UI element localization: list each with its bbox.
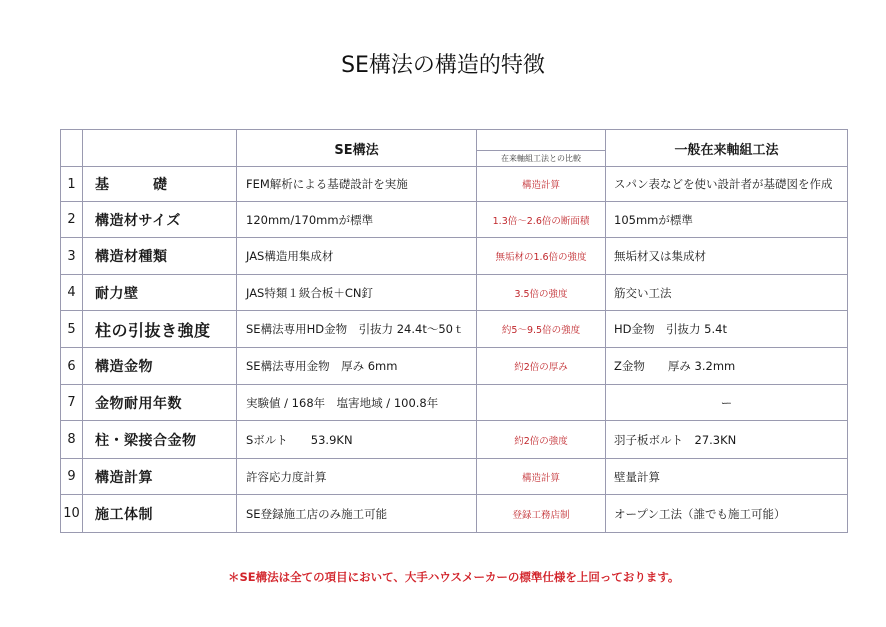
- row-number: 2: [61, 202, 83, 238]
- row-general-value: 壁量計算: [606, 459, 848, 495]
- row-general-value: 筋交い工法: [606, 275, 848, 311]
- table-row: [61, 421, 848, 459]
- page-title: SE構法の構造的特徴: [341, 53, 545, 78]
- row-compare-value: 約2倍の厚み: [477, 348, 606, 385]
- row-number: 9: [61, 459, 83, 495]
- row-se-value: SE構法専用HD金物 引抜力 24.4t〜50ｔ: [237, 311, 477, 348]
- table-row: [61, 238, 848, 275]
- row-number: 1: [61, 167, 83, 202]
- row-se-value: SE構法専用金物 厚み 6mm: [237, 348, 477, 385]
- row-number: 5: [61, 311, 83, 348]
- table-row: [61, 202, 848, 238]
- row-se-value: 許容応力度計算: [237, 459, 477, 495]
- row-number: 7: [61, 385, 83, 421]
- header-item-cell: [83, 130, 237, 167]
- row-item: 耐力壁: [83, 275, 237, 311]
- table-row: [61, 495, 848, 533]
- row-item: 構造計算: [83, 459, 237, 495]
- row-number: 4: [61, 275, 83, 311]
- row-se-value: JAS構造用集成材: [237, 238, 477, 275]
- header-general-label: 一般在来軸組工法: [606, 130, 848, 167]
- table-row: [61, 275, 848, 311]
- row-general-value: ー: [606, 385, 848, 421]
- header-compare-cell: [477, 130, 606, 167]
- row-item: 金物耐用年数: [83, 385, 237, 421]
- row-number: 6: [61, 348, 83, 385]
- row-general-value: HD金物 引抜力 5.4t: [606, 311, 848, 348]
- row-compare-value: 無垢材の1.6倍の強度: [477, 238, 606, 275]
- row-item: 基 礎: [83, 167, 237, 202]
- row-compare-value: 約5〜9.5倍の強度: [477, 311, 606, 348]
- row-number: 8: [61, 421, 83, 459]
- row-item: 施工体制: [83, 495, 237, 533]
- table-row: [61, 348, 848, 385]
- row-general-value: 羽子板ボルト 27.3KN: [606, 421, 848, 459]
- row-compare-value: 約2倍の強度: [477, 421, 606, 459]
- header-num-cell: [61, 130, 83, 167]
- footnote: ＊SE構法は全ての項目において、大手ハウスメーカーの標準仕様を上回っております。: [228, 570, 680, 584]
- row-compare-value: 構造計算: [477, 167, 606, 202]
- row-item: 構造材種類: [83, 238, 237, 275]
- row-compare-value: 3.5倍の強度: [477, 275, 606, 311]
- table-header-row: [61, 130, 848, 167]
- row-se-value: SE登録施工店のみ施工可能: [237, 495, 477, 533]
- row-compare-value: 1.3倍〜2.6倍の断面積: [477, 202, 606, 238]
- row-item: 構造金物: [83, 348, 237, 385]
- row-se-value: Sボルト 53.9KN: [237, 421, 477, 459]
- header-compare-label: 在来軸組工法との比較: [476, 150, 606, 167]
- row-compare-value: 登録工務店制: [477, 495, 606, 533]
- row-se-value: 実験値 / 168年 塩害地域 / 100.8年: [237, 385, 477, 421]
- row-item: 構造材サイズ: [83, 202, 237, 238]
- table-row: [61, 311, 848, 348]
- row-general-value: 105mmが標準: [606, 202, 848, 238]
- row-number: 10: [61, 495, 83, 533]
- row-general-value: 無垢材又は集成材: [606, 238, 848, 275]
- row-se-value: FEM解析による基礎設計を実施: [237, 167, 477, 202]
- row-item: 柱の引抜き強度: [83, 311, 237, 348]
- header-se-label: SE構法: [334, 143, 379, 158]
- comparison-table: [60, 129, 848, 533]
- header-se-cell: [237, 130, 477, 167]
- table-row: [61, 385, 848, 421]
- row-item: 柱・梁接合金物: [83, 421, 237, 459]
- row-number: 3: [61, 238, 83, 275]
- row-general-value: Z金物 厚み 3.2mm: [606, 348, 848, 385]
- row-compare-value: 構造計算: [477, 459, 606, 495]
- row-general-value: オープン工法（誰でも施工可能）: [606, 495, 848, 533]
- row-compare-value: [477, 385, 606, 421]
- row-se-value: JAS特類１級合板＋CN釘: [237, 275, 477, 311]
- row-se-value: 120mm/170mmが標準: [237, 202, 477, 238]
- table-row: [61, 167, 848, 202]
- row-general-value: スパン表などを使い設計者が基礎図を作成: [606, 167, 848, 202]
- table-row: [61, 459, 848, 495]
